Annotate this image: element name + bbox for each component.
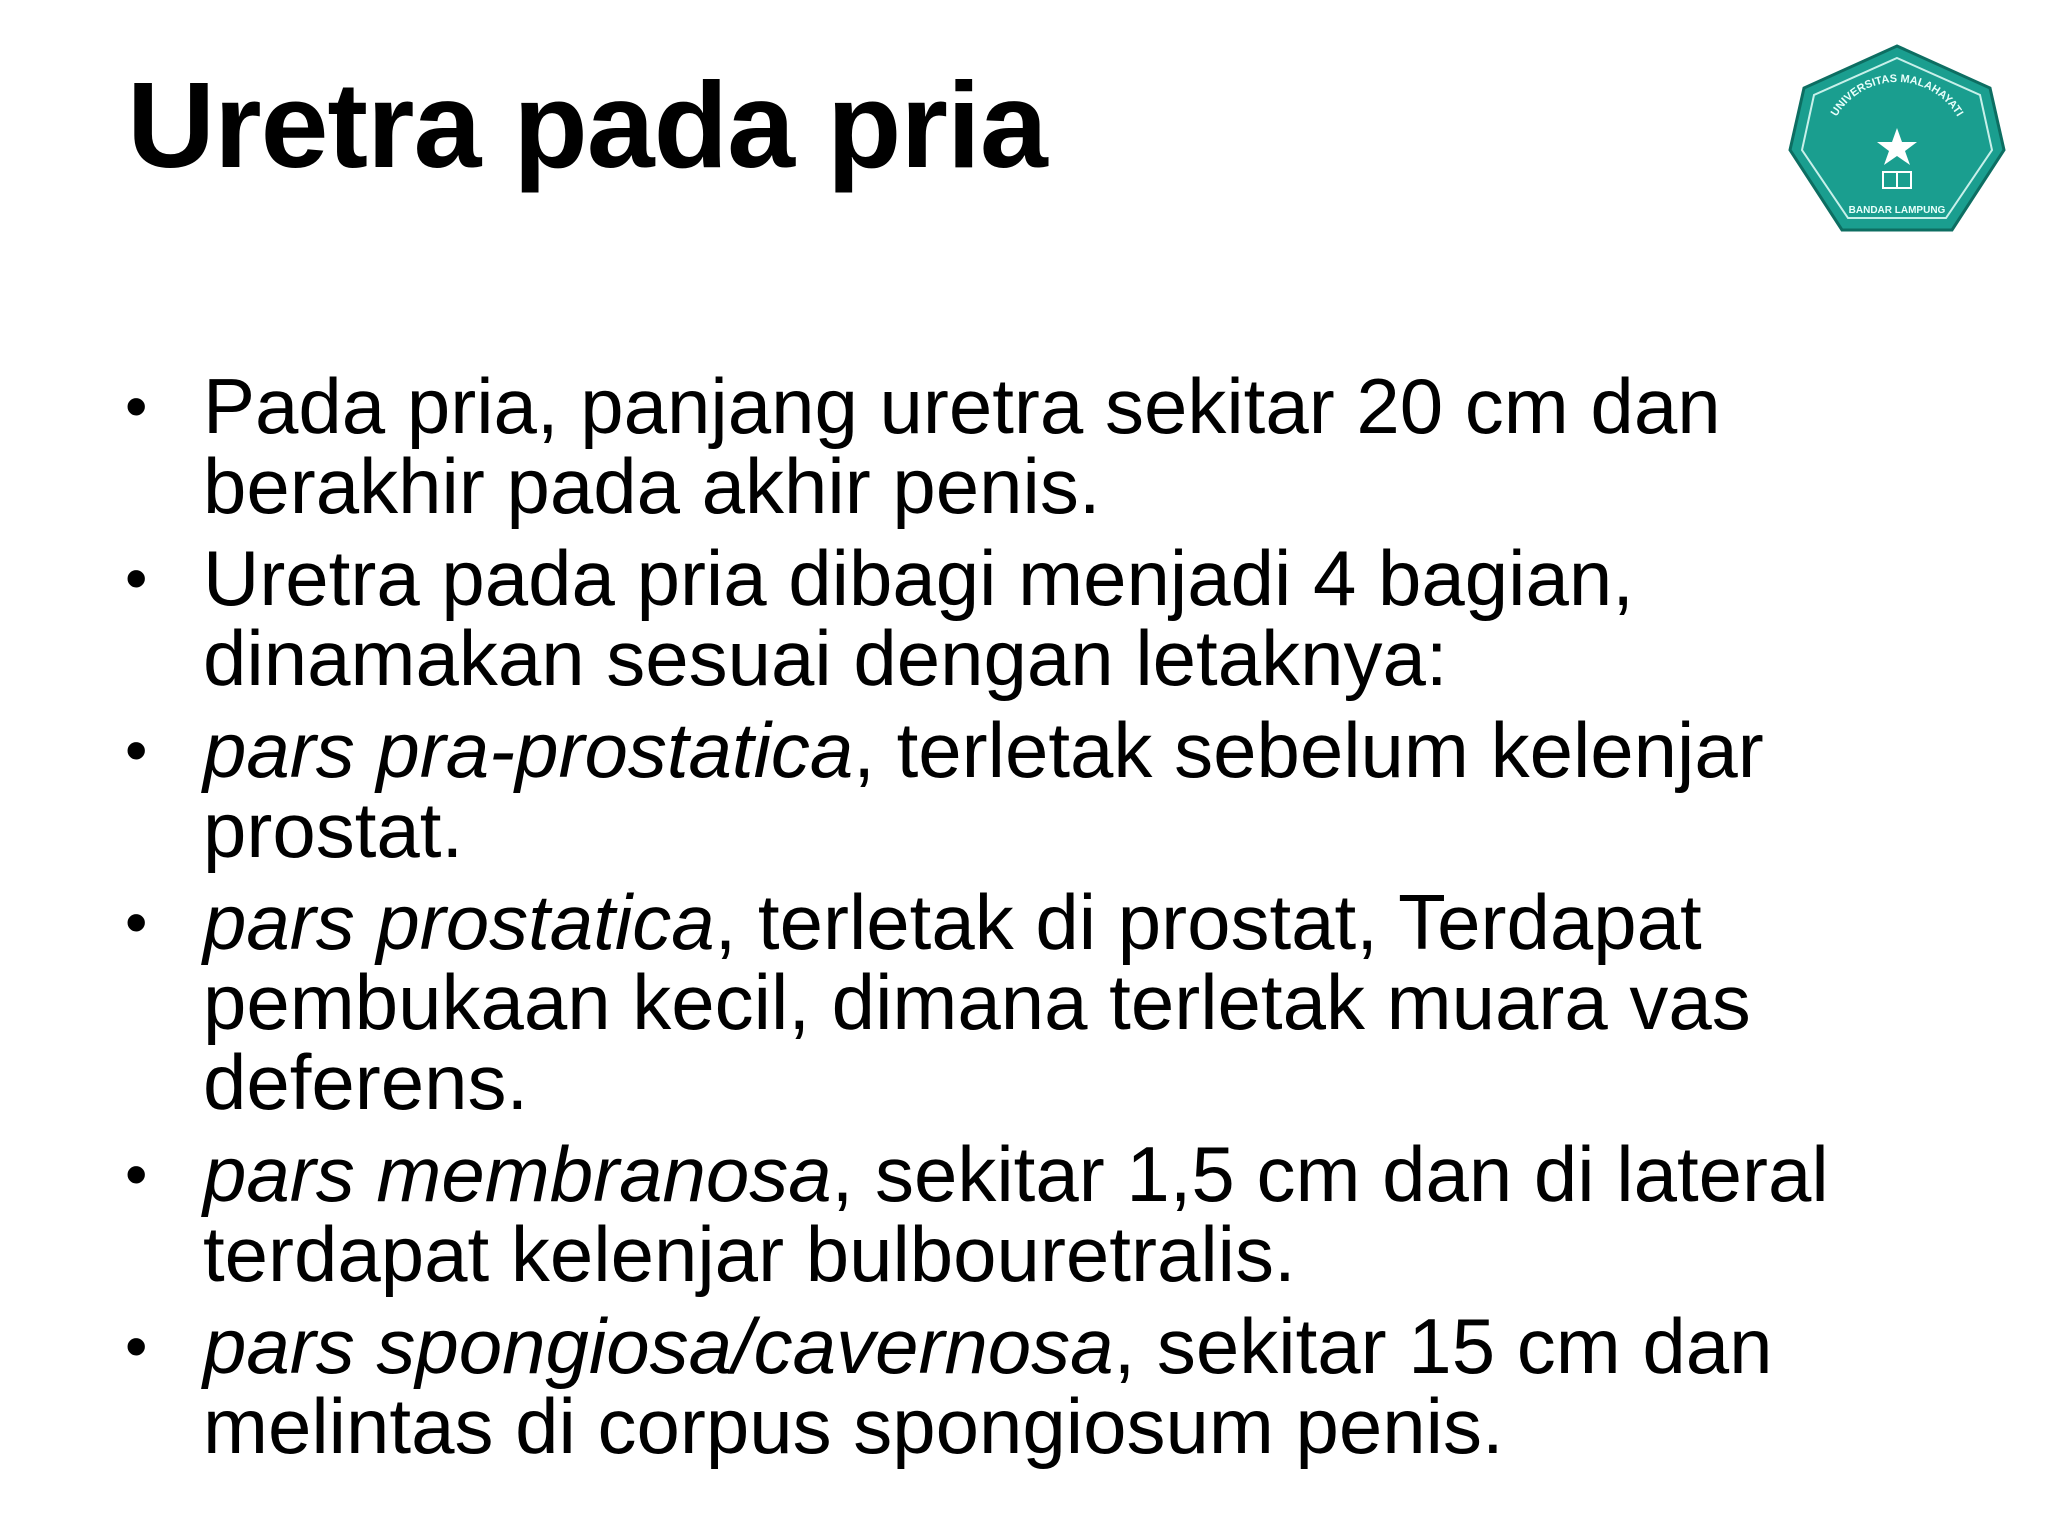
bullet-marker: • [125,886,148,958]
bullet-italic-term: pars spongiosa/cavernosa [203,1302,1114,1390]
university-logo [1782,40,2012,250]
bullet-italic-term: pars prostatica [203,878,715,966]
bullet-italic-term: pars membranosa [203,1130,832,1218]
bullet-marker: • [125,1310,148,1382]
bullet-marker: • [125,1138,148,1210]
bullet-text: Uretra pada pria dibagi menjadi 4 bagian, dinamakan sesuai dengan letaknya: [203,534,1634,702]
bullet-item [125,362,1925,530]
bullet-marker: • [125,714,148,786]
bullet-marker: • [125,370,148,442]
bullet-italic-term: pars pra-prostatica [203,706,854,794]
bullet-item [125,878,1925,1126]
bullet-list [125,362,1925,1478]
logo-text-top: UNIVERSITAS MALAHAYATI [1828,72,1966,119]
bullet-item [125,1130,1925,1298]
logo-text-bottom: BANDAR LAMPUNG [1848,205,1946,216]
bullet-text: , terletak di prostat, Terdapat pembukaan kecil, dimana terletak muara vas deferens. [203,878,1751,1126]
bullet-text: , terletak sebelum kelenjar prostat. [203,706,1764,874]
bullet-item [125,1302,1925,1470]
bullet-item [125,706,1925,874]
bullet-text: , sekitar 1,5 cm dan di lateral terdapat kelenjar bulbouretralis. [203,1130,1829,1298]
bullet-text: , sekitar 15 cm dan melintas di corpus spongiosum penis. [203,1302,1773,1470]
bullet-marker: • [125,542,148,614]
slide-title: Uretra pada pria [127,57,1047,193]
bullet-item [125,534,1925,702]
bullet-text: Pada pria, panjang uretra sekitar 20 cm dan berakhir pada akhir penis. [203,362,1721,530]
